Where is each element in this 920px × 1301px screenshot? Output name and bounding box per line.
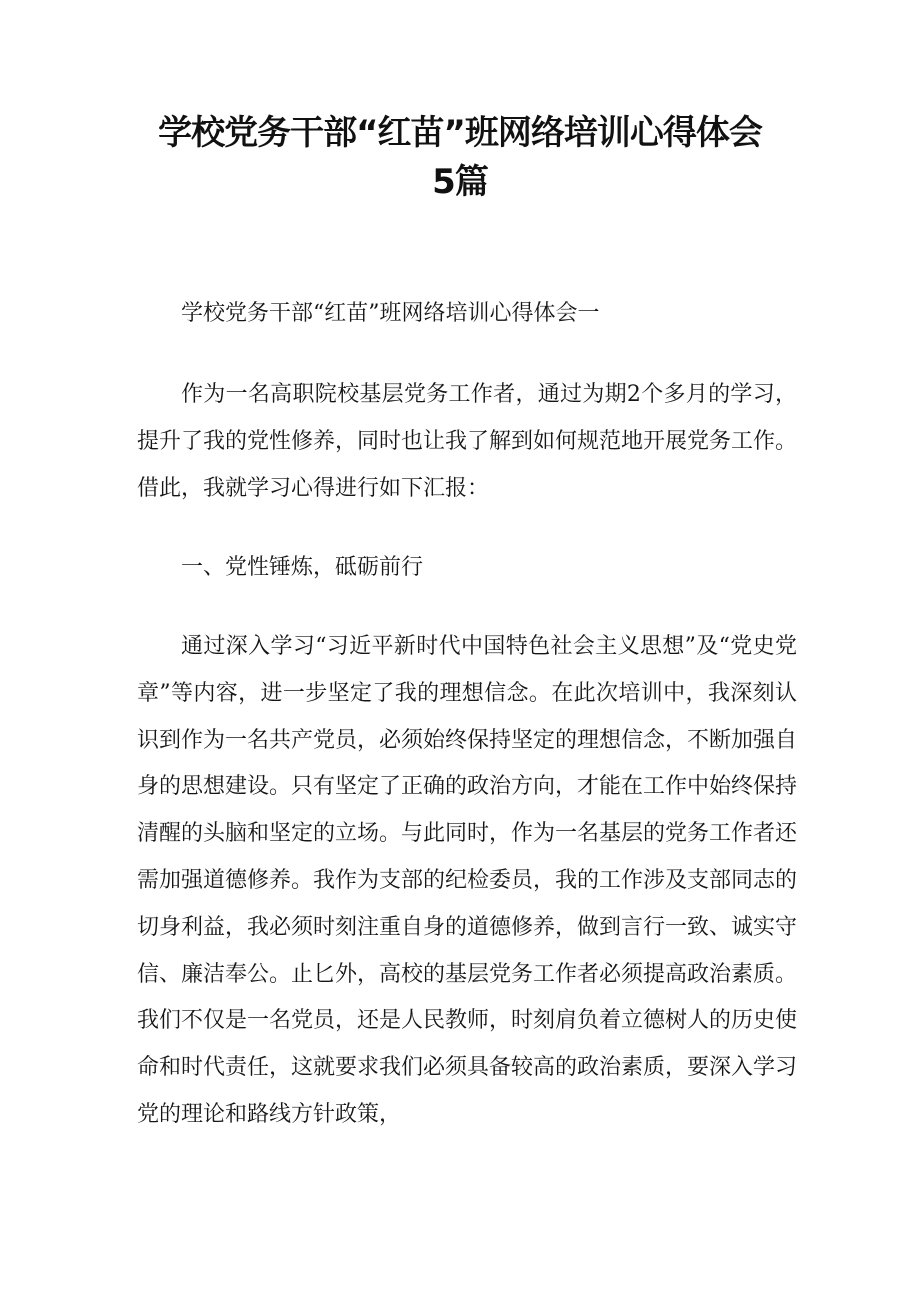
article-subheading: 学校党务干部“红苗”班网络培训心得体会一 (181, 301, 600, 326)
body-paragraph: 通过深入学习“习近平新时代中国特色社会主义思想”及“党史党章”等内容，进一步坚定了我的理想信念。在此次培训中，我深刻认识到作为一名共产党员，必须始终保持坚定的理想信念，不断加强自身的思想建设。只有坚定了正确的政治方向，才能在工作中始终保持清醒的头脑和坚定的立场。与此同时，作为一名基层的党务工作者还需加强道德修养。我作为支部的纪检委员，我的工作涉及支部同志的切身利益，我必须时刻注重自身的道德修养，做到言行一致、诚实守信、廉洁奉公。止匕外，高校的基层党务工作者必须提高政治素质。我们不仅是一名党员，还是人民教师，时刻肩负着立德树人的历史使命和时代责任，这就要求我们必须具备较高的政治素质，要深入学习党的理论和路线方针政策， (137, 634, 798, 1127)
section-heading: 一、党性锤炼，砥砺前行 (181, 555, 424, 580)
intro-paragraph: 作为一名高职院校基层党务工作者，通过为期2个多月的学习，提升了我的党性修养，同时也让我了解到如何规范地开展党务工作。借此，我就学习心得进行如下汇报： (137, 382, 798, 501)
document-title-line-2: 5篇 (432, 162, 488, 202)
document-title-line-1: 学校党务干部“红苗”班网络培训心得体会 (158, 113, 762, 153)
